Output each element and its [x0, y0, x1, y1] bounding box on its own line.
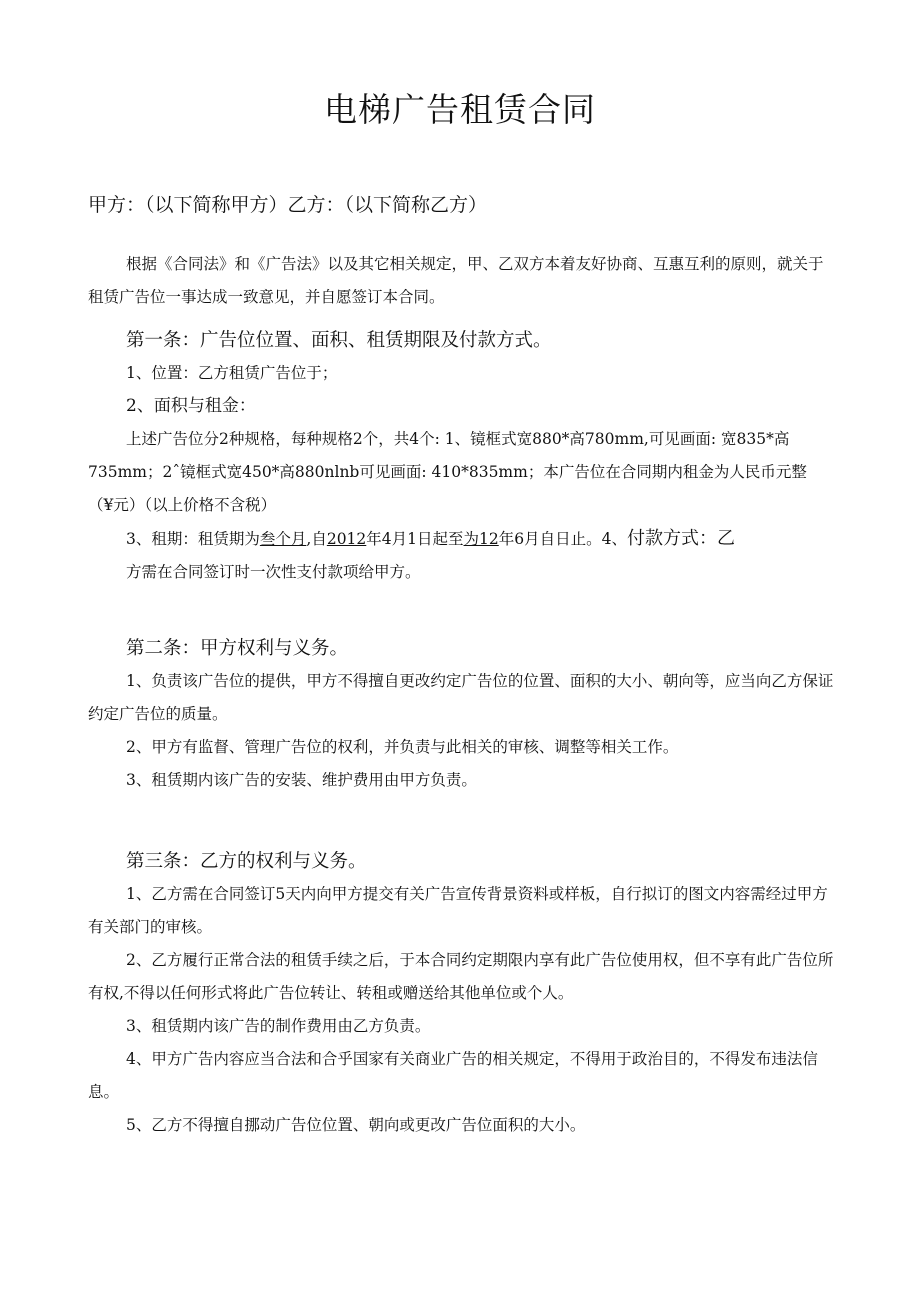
article-3-item: 2、乙方履行正常合法的租赁手续之后，于本合同约定期限内享有此广告位使用权，但不享有此广告位所有权,不得以任何形式将此广告位转让、转租或赠送给其他单位或个人。 [88, 951, 834, 1002]
article-2-heading: 第二条：甲方权利与义务。 [126, 638, 349, 659]
article-1 [88, 324, 838, 589]
article-3 [88, 845, 838, 1142]
intro-paragraph: 根据《合同法》和《广告法》以及其它相关规定，甲、乙双方本着友好协商、互惠互利的原则，就关于租赁广告位一事达成一致意见，并自愿签订本合同。 [88, 255, 824, 306]
term-part: ,自 [306, 530, 327, 548]
term-duration: 叁个月 [259, 530, 307, 548]
article-1-heading: 第一条：广告位位置、面积、租赁期限及付款方式。 [126, 330, 552, 351]
article-3-item: 4、甲方广告内容应当合法和合乎国家有关商业广告的相关规定，不得用于政治目的，不得发布违法信息。 [88, 1050, 818, 1101]
article-1-area-heading: 2、面积与租金： [126, 396, 256, 416]
term-part: 年4月1日起至 [366, 530, 464, 548]
article-3-item: 3、租赁期内该广告的制作费用由乙方负责。 [126, 1017, 431, 1035]
payment-heading: 付款方式： [626, 528, 717, 549]
article-3-item: 1、乙方需在合同签订5天内向甲方提交有关广告宣传背景资料或样板，自行拟订的图文内容需经过甲方有关部门的审核。 [88, 885, 828, 936]
article-2-item: 2、甲方有监督、管理广告位的权利，并负责与此相关的审核、调整等相关工作。 [126, 738, 679, 756]
contract-parties: 甲方：（以下简称甲方）乙方：（以下简称乙方） [88, 194, 488, 216]
term-part: 年6月自日止。4、 [498, 530, 627, 548]
article-2-item: 3、租赁期内该广告的安装、维护费用由甲方负责。 [126, 771, 477, 789]
article-3-item: 5、乙方不得擅自挪动广告位位置、朝向或更改广告位面积的大小。 [126, 1116, 586, 1134]
article-3-heading: 第三条：乙方的权利与义务。 [126, 851, 367, 872]
article-2-item: 1、负责该广告位的提供，甲方不得擅自更改约定广告位的位置、面积的大小、朝向等，应当向乙方保证约定广告位的质量。 [88, 672, 834, 723]
term-part: 3、租期：租赁期为 [126, 530, 260, 548]
term-end-year: 为12 [463, 530, 499, 548]
term-part: 乙 [716, 528, 735, 549]
article-1-term [88, 522, 838, 556]
article-2 [88, 632, 838, 797]
article-1-area-text: 上述广告位分2种规格，每种规格2个，共4个: 1、镜框式宽880*高780mm,可见画面: 宽835*高735mm；2ˆ镜框式宽450*高880nlnb可见画面: 410*835mm；本广告位在合同期内租金为人民币元整（¥元）（以上价格不含税） [88, 430, 807, 514]
article-1-payment: 方需在合同签订时一次性支付款项给甲方。 [126, 563, 421, 581]
article-1-location: 1、位置：乙方租赁广告位于； [126, 364, 338, 382]
term-start-year: 2012 [326, 530, 367, 548]
document-title: 电梯广告租赁合同 [324, 90, 596, 129]
intro-section [88, 248, 838, 314]
